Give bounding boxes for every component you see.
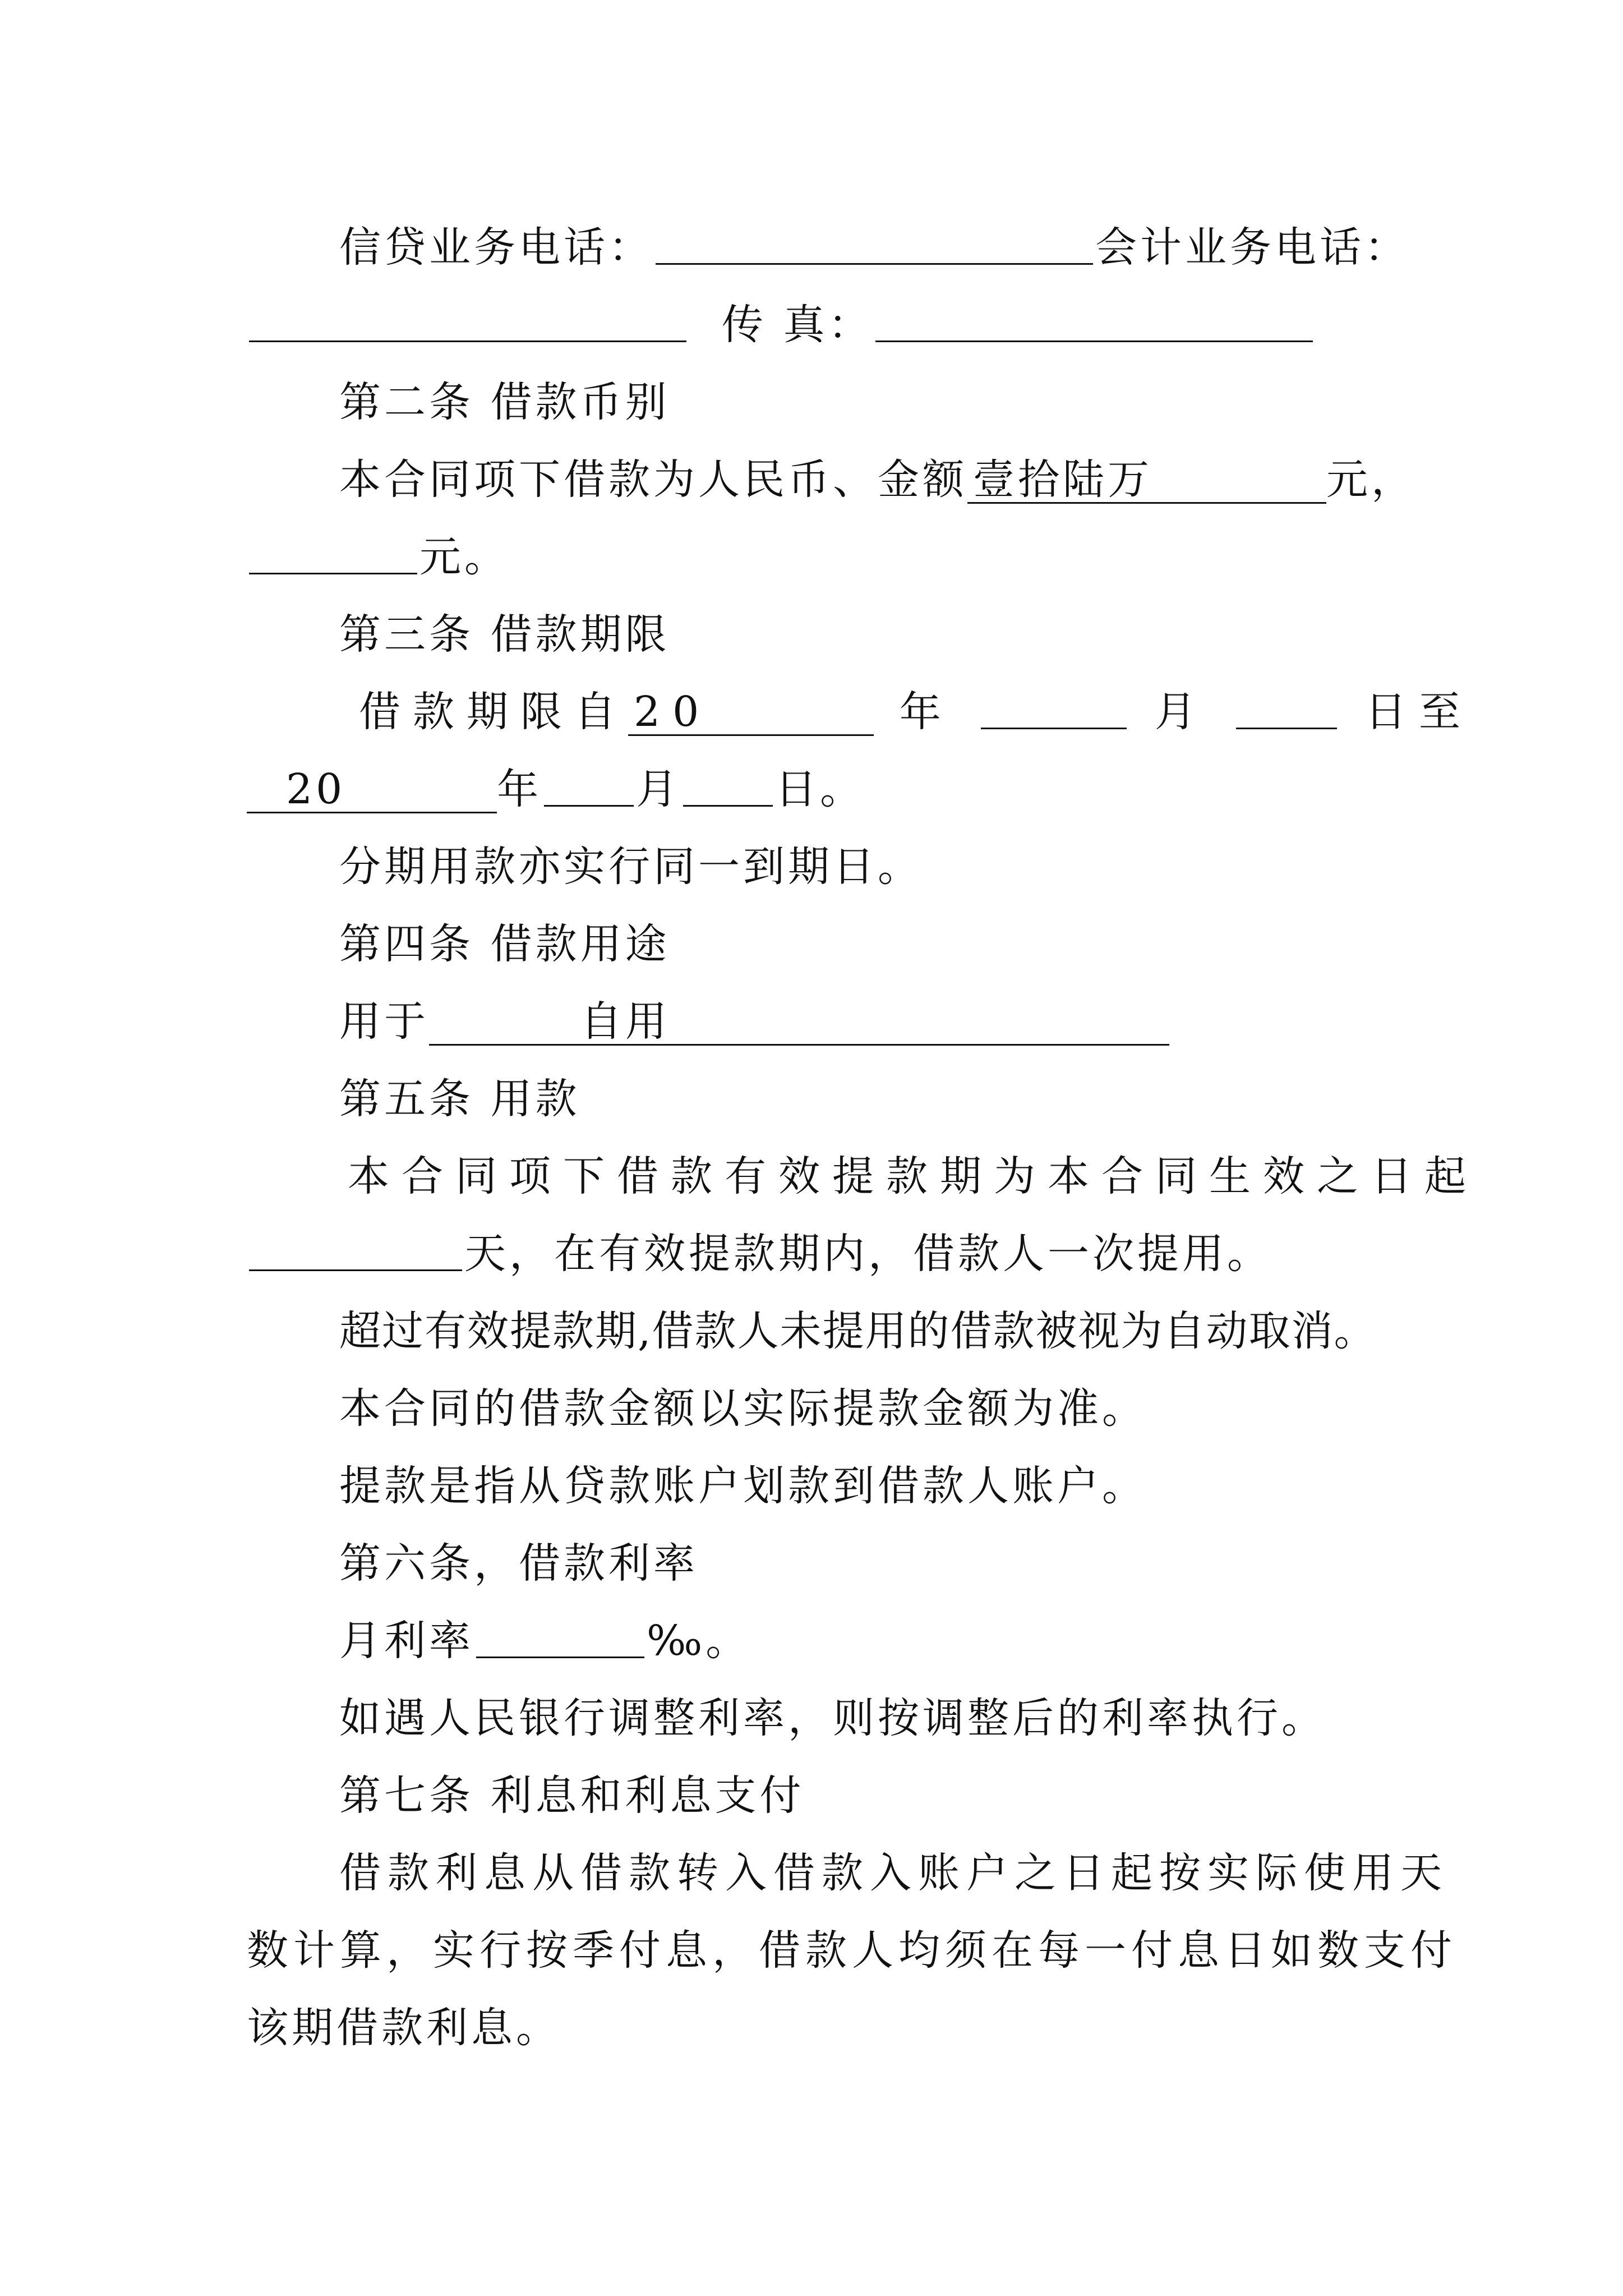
amount-unit: 元，	[1326, 455, 1416, 504]
period-text: 借款期限自	[359, 688, 628, 736]
article-5-p3: 本合同的借款金额以实际提款金额为准。	[339, 1384, 1147, 1433]
end-year-field[interactable]	[247, 767, 497, 813]
end-day-label: 日。	[775, 765, 865, 813]
start-month-blank[interactable]	[981, 688, 1127, 729]
fax-blank[interactable]	[875, 301, 1313, 342]
article-5-p4: 提款是指从贷款账户划款到借款人账户。	[339, 1462, 1147, 1510]
purpose-text: 用于	[339, 997, 429, 1046]
amount-unit-end: 元。	[419, 533, 509, 581]
amount-words-blank[interactable]	[249, 533, 417, 574]
accounting-phone-label: 会计业务电话：	[1095, 223, 1409, 272]
end-year-label: 年	[497, 765, 542, 813]
article-3-period-end	[247, 751, 1399, 828]
purpose-value: 自用	[580, 997, 670, 1046]
article-2-body-cont	[247, 518, 1399, 596]
rate-blank[interactable]	[476, 1617, 644, 1658]
start-day-blank[interactable]	[1236, 688, 1337, 729]
article-4-title: 第四条 借款用途	[339, 920, 670, 968]
article-6-p2: 如遇人民银行调整利率，则按调整后的利率执行。	[339, 1694, 1326, 1742]
article-2-body	[247, 441, 1416, 518]
withdrawal-text: 天，在有效提款期内，借款人一次提用。	[464, 1230, 1272, 1278]
end-month-blank[interactable]	[544, 766, 634, 807]
contact-line-1	[247, 209, 1409, 286]
start-month-label: 月	[1154, 688, 1209, 736]
article-5-line-2	[247, 1215, 1399, 1292]
article-2-text: 本合同项下借款为人民币、金额	[339, 455, 967, 504]
article-6-title: 第六条，借款利率	[339, 1539, 698, 1588]
amount-value: 壹拾陆万	[973, 455, 1152, 504]
article-4-body	[247, 983, 1399, 1060]
rate-label: 月利率	[339, 1617, 474, 1665]
amount-field[interactable]	[967, 457, 1326, 504]
end-day-blank[interactable]	[683, 766, 773, 807]
article-7-line-1: 借款利息从借款转入借款入账户之日起按实际使用天	[339, 1849, 1449, 1897]
contact-line-2	[247, 286, 1399, 364]
start-year-prefix: 20	[634, 688, 712, 736]
rate-unit: ‰。	[647, 1617, 751, 1665]
article-3-period-line	[247, 673, 1473, 751]
end-month-label: 月	[636, 765, 681, 813]
start-year-label: 年	[899, 688, 953, 736]
article-7-line-3: 该期借款利息。	[247, 2004, 561, 2052]
article-3-note: 分期用款亦实行同一到期日。	[339, 843, 923, 891]
fax-label: 传 真：	[722, 301, 873, 349]
article-7-title: 第七条 利息和利息支付	[339, 1772, 805, 1820]
article-6-rate	[247, 1602, 1399, 1680]
end-year-prefix: 20	[286, 765, 346, 813]
article-2-title: 第二条 借款币别	[339, 378, 670, 426]
withdrawal-days-blank[interactable]	[249, 1230, 462, 1271]
start-day-label: 日至	[1364, 688, 1473, 736]
article-7-line-2: 数计算，实行按季付息，借款人均须在每一付息日如数支付	[247, 1926, 1457, 1975]
article-5-p2: 超过有效提款期,借款人未提用的借款被视为自动取消。	[339, 1307, 1377, 1355]
accounting-phone-blank[interactable]	[249, 301, 686, 342]
credit-phone-blank[interactable]	[656, 224, 1093, 265]
credit-phone-label: 信贷业务电话：	[339, 223, 653, 272]
article-3-title: 第三条 借款期限	[339, 610, 670, 659]
article-5-title: 第五条 用款	[339, 1075, 580, 1123]
article-5-line-1: 本合同项下借款有效提款期为本合同生效之日起	[348, 1152, 1478, 1200]
start-year-field[interactable]	[628, 689, 874, 736]
purpose-field[interactable]	[429, 999, 1169, 1046]
